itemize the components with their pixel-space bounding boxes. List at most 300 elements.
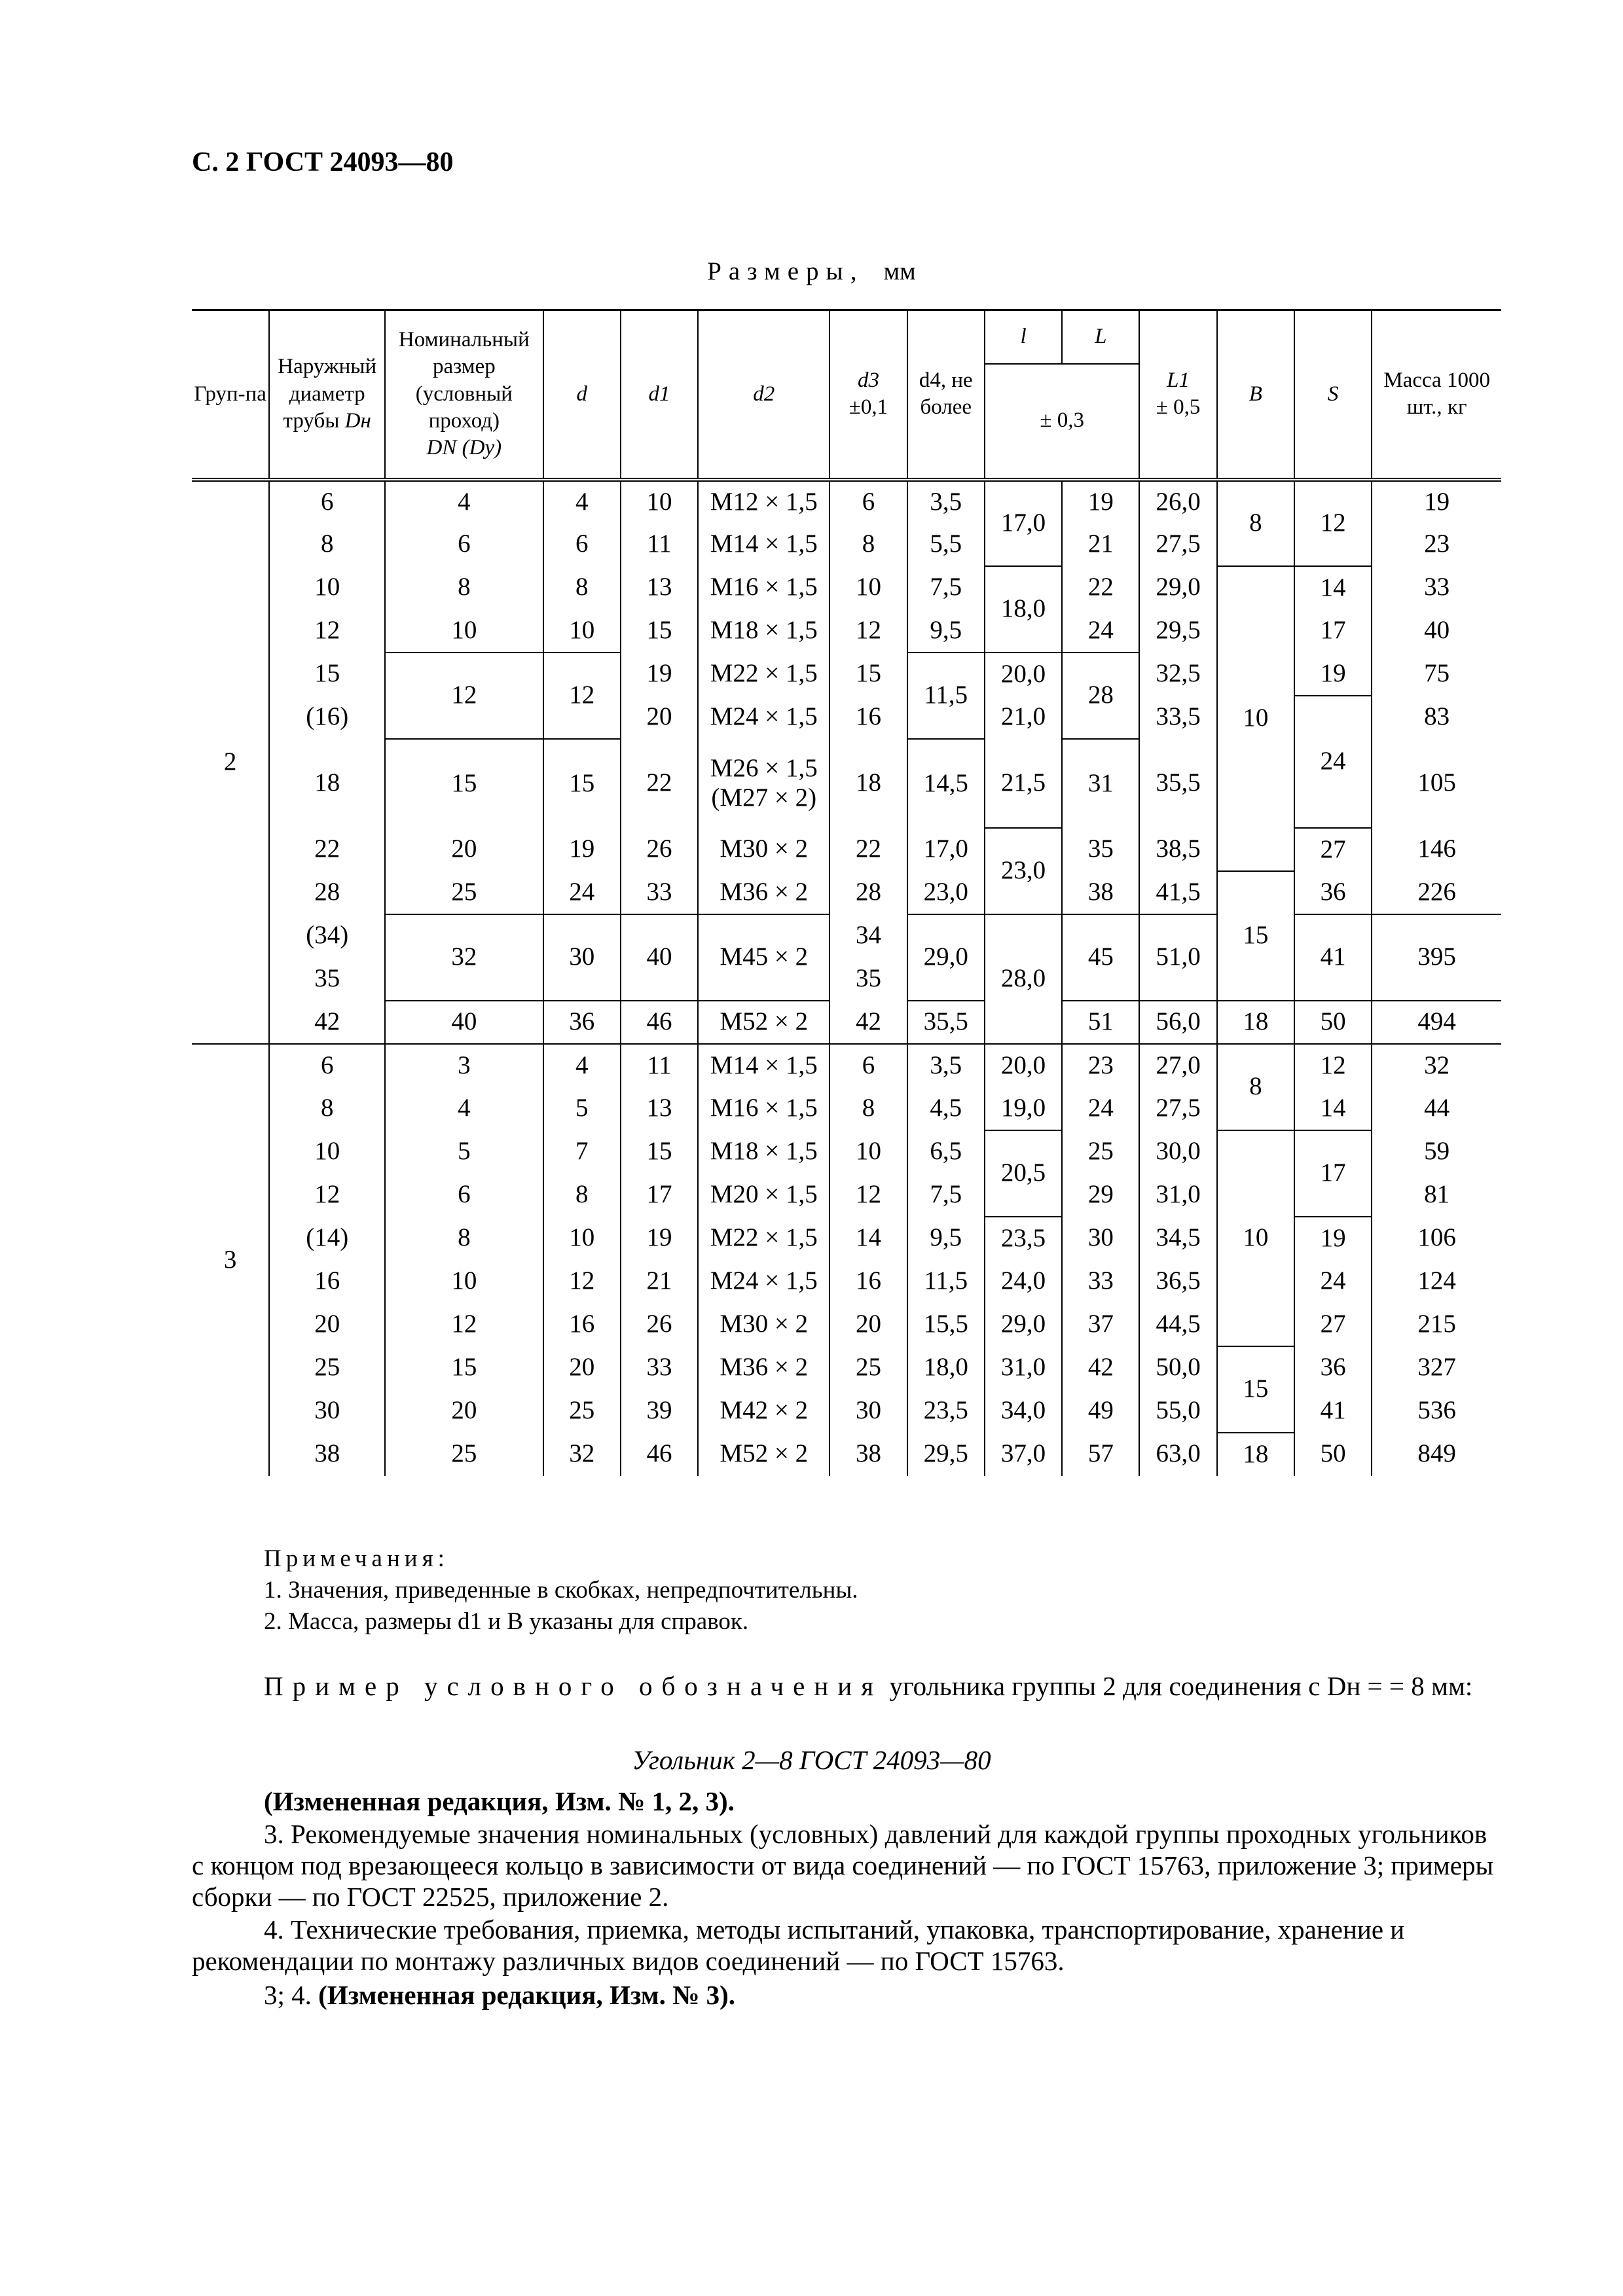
table-row <box>192 871 1501 914</box>
table-row <box>192 1130 1501 1174</box>
cell-d3: 6 <box>830 1044 907 1087</box>
note-item: 2. Масса, размеры d1 и B указаны для справок. <box>264 1608 749 1635</box>
cell-l: 20,0 <box>985 1044 1062 1087</box>
cell-d4: 11,5 <box>907 653 985 739</box>
cell-outer-diameter: 38 <box>269 1433 385 1476</box>
table-row <box>192 566 1501 609</box>
cell-mass: 146 <box>1372 828 1501 871</box>
cell-d1: 46 <box>621 1433 698 1476</box>
cell-d4: 14,5 <box>907 739 985 828</box>
cell-l: 31,0 <box>985 1346 1062 1390</box>
cell-S: 24 <box>1294 696 1372 828</box>
group-cell: 2 <box>192 480 269 1044</box>
cell-L1: 56,0 <box>1139 1001 1216 1044</box>
cell-outer-diameter: 18 <box>269 739 385 828</box>
cell-S: 12 <box>1294 480 1372 566</box>
cell-nominal: 3 <box>385 1044 543 1087</box>
cell-d4: 3,5 <box>907 480 985 523</box>
col-lL-tolerance: ± 0,3 <box>985 364 1140 480</box>
cell-l: 19,0 <box>985 1087 1062 1130</box>
cell-l: 18,0 <box>985 566 1062 653</box>
cell-d: 10 <box>543 1217 621 1260</box>
cell-d3: 20 <box>830 1303 907 1346</box>
col-nominal-size <box>385 310 543 480</box>
cell-d: 20 <box>543 1346 621 1390</box>
page-header: С. 2 ГОСТ 24093—80 <box>192 147 454 177</box>
group-cell: 3 <box>192 1044 269 1476</box>
cell-d3: 8 <box>830 523 907 566</box>
cell-d: 7 <box>543 1130 621 1174</box>
table-row <box>192 1303 1501 1346</box>
cell-d4: 9,5 <box>907 1217 985 1260</box>
cell-d2: M20 × 1,5 <box>698 1174 830 1217</box>
cell-d4: 17,0 <box>907 828 985 871</box>
cell-L1: 55,0 <box>1139 1390 1216 1433</box>
cell-L: 49 <box>1062 1390 1139 1433</box>
cell-d3: 22 <box>830 828 907 871</box>
cell-L1: 27,5 <box>1139 1087 1216 1130</box>
cell-d: 6 <box>543 523 621 566</box>
cell-S: 14 <box>1294 566 1372 609</box>
cell-S: 27 <box>1294 828 1372 871</box>
cell-L1: 33,5 <box>1139 696 1216 739</box>
table-row <box>192 1001 1501 1044</box>
cell-L1: 30,0 <box>1139 1130 1216 1174</box>
cell-d1: 15 <box>621 609 698 653</box>
cell-S: 14 <box>1294 1087 1372 1130</box>
cell-outer-diameter: 6 <box>269 480 385 523</box>
cell-nominal: 20 <box>385 1390 543 1433</box>
cell-d2: M18 × 1,5 <box>698 1130 830 1174</box>
notes-title: Примечания: <box>264 1545 449 1572</box>
cell-d4: 18,0 <box>907 1346 985 1390</box>
cell-outer-diameter: (16) <box>269 696 385 739</box>
col-d2: d2 <box>698 310 830 480</box>
cell-B: 8 <box>1217 480 1294 566</box>
cell-outer-diameter: 28 <box>269 871 385 914</box>
table-row <box>192 828 1501 871</box>
cell-L1: 36,5 <box>1139 1260 1216 1303</box>
cell-d2: M24 × 1,5 <box>698 696 830 739</box>
cell-outer-diameter: 20 <box>269 1303 385 1346</box>
cell-L: 31 <box>1062 739 1139 828</box>
cell-mass: 536 <box>1372 1390 1501 1433</box>
cell-d2: M52 × 2 <box>698 1433 830 1476</box>
cell-L: 24 <box>1062 609 1139 653</box>
cell-d1: 10 <box>621 480 698 523</box>
cell-d1: 33 <box>621 1346 698 1390</box>
cell-nominal: 15 <box>385 739 543 828</box>
col-l: l <box>985 310 1062 364</box>
cell-mass: 40 <box>1372 609 1501 653</box>
cell-d2: M22 × 1,5 <box>698 1217 830 1260</box>
cell-d2: M14 × 1,5 <box>698 1044 830 1087</box>
cell-L: 22 <box>1062 566 1139 609</box>
cell-d1: 20 <box>621 696 698 739</box>
cell-L: 45 <box>1062 914 1139 1001</box>
cell-d: 30 <box>543 914 621 1001</box>
cell-d1: 33 <box>621 871 698 914</box>
col-d3-symbol: d3 <box>857 368 879 392</box>
cell-S: 36 <box>1294 1346 1372 1390</box>
cell-outer-diameter: 25 <box>269 1346 385 1390</box>
cell-mass: 23 <box>1372 523 1501 566</box>
cell-L1: 29,0 <box>1139 566 1216 609</box>
cell-nominal: 10 <box>385 609 543 653</box>
cell-nominal: 25 <box>385 871 543 914</box>
col-outer-diameter-label: Наружный диаметр трубы <box>278 355 377 433</box>
cell-mass: 33 <box>1372 566 1501 609</box>
cell-outer-diameter: 8 <box>269 523 385 566</box>
cell-l: 29,0 <box>985 1303 1062 1346</box>
cell-L: 21 <box>1062 523 1139 566</box>
cell-nominal: 32 <box>385 914 543 1001</box>
cell-L: 38 <box>1062 871 1139 914</box>
cell-L: 35 <box>1062 828 1139 871</box>
cell-L: 30 <box>1062 1217 1139 1260</box>
cell-mass: 849 <box>1372 1433 1501 1476</box>
cell-d3: 8 <box>830 1087 907 1130</box>
cell-d3: 14 <box>830 1217 907 1260</box>
cell-d2: M14 × 1,5 <box>698 523 830 566</box>
cell-d4: 7,5 <box>907 1174 985 1217</box>
cell-l: 34,0 <box>985 1390 1062 1433</box>
cell-d2: M16 × 1,5 <box>698 566 830 609</box>
cell-d4: 23,0 <box>907 871 985 914</box>
cell-outer-diameter: 10 <box>269 1130 385 1174</box>
cell-outer-diameter: 30 <box>269 1390 385 1433</box>
col-d4: d4, не более <box>907 310 985 480</box>
cell-B: 15 <box>1217 871 1294 1001</box>
cell-S: 17 <box>1294 609 1372 653</box>
cell-d3: 42 <box>830 1001 907 1044</box>
cell-d1: 46 <box>621 1001 698 1044</box>
cell-mass: 32 <box>1372 1044 1501 1087</box>
cell-d4: 3,5 <box>907 1044 985 1087</box>
cell-d2: M30 × 2 <box>698 1303 830 1346</box>
cell-mass: 106 <box>1372 1217 1501 1260</box>
amendment-note: (Измененная редакция, Изм. № 1, 2, 3). <box>264 1786 735 1816</box>
cell-nominal: 20 <box>385 828 543 871</box>
col-nominal-symbol: DN (Dy) <box>426 436 502 460</box>
cell-S: 41 <box>1294 1390 1372 1433</box>
cell-nominal: 5 <box>385 1130 543 1174</box>
cell-d: 32 <box>543 1433 621 1476</box>
cell-d1: 13 <box>621 566 698 609</box>
cell-d: 8 <box>543 1174 621 1217</box>
cell-B: 10 <box>1217 1130 1294 1346</box>
cell-nominal: 8 <box>385 566 543 609</box>
cell-d: 24 <box>543 871 621 914</box>
cell-d1: 40 <box>621 914 698 1001</box>
cell-B: 18 <box>1217 1001 1294 1044</box>
col-d3-tolerance: ±0,1 <box>848 395 888 420</box>
cell-mass: 59 <box>1372 1130 1501 1174</box>
table-row <box>192 1260 1501 1303</box>
cell-L1: 44,5 <box>1139 1303 1216 1346</box>
cell-nominal: 6 <box>385 1174 543 1217</box>
cell-L1: 32,5 <box>1139 653 1216 696</box>
cell-d2: M30 × 2 <box>698 828 830 871</box>
table-caption <box>0 257 1623 286</box>
col-d3 <box>830 310 907 480</box>
cell-outer-diameter: 12 <box>269 1174 385 1217</box>
cell-L1: 27,0 <box>1139 1044 1216 1087</box>
dimensions-table <box>192 309 1501 1476</box>
cell-l: 17,0 <box>985 480 1062 566</box>
cell-d3: 12 <box>830 1174 907 1217</box>
cell-L: 42 <box>1062 1346 1139 1390</box>
example-paragraph <box>192 1670 1497 1702</box>
cell-d: 16 <box>543 1303 621 1346</box>
col-L1-symbol: L1 <box>1167 368 1190 392</box>
cell-d: 4 <box>543 480 621 523</box>
col-d: d <box>543 310 621 480</box>
cell-mass: 215 <box>1372 1303 1501 1346</box>
cell-L: 37 <box>1062 1303 1139 1346</box>
example-lead: Пример условного обозначения <box>264 1671 883 1701</box>
cell-d3: 35 <box>830 958 907 1001</box>
cell-d3: 38 <box>830 1433 907 1476</box>
cell-outer-diameter: 42 <box>269 1001 385 1044</box>
cell-S: 12 <box>1294 1044 1372 1087</box>
cell-L1: 41,5 <box>1139 871 1216 914</box>
cell-L1: 63,0 <box>1139 1433 1216 1476</box>
cell-d4: 35,5 <box>907 1001 985 1044</box>
cell-d1: 11 <box>621 523 698 566</box>
cell-nominal: 12 <box>385 1303 543 1346</box>
cell-d3: 28 <box>830 871 907 914</box>
cell-S: 17 <box>1294 1130 1372 1217</box>
cell-L1: 27,5 <box>1139 523 1216 566</box>
table-row <box>192 1433 1501 1476</box>
paragraph-4: 4. Технические требования, приемка, методы испытаний, упаковка, транспортирование, хранение и рекомендации по монтажу различных видов соединений — по ГОСТ 15763. <box>192 1914 1405 1976</box>
example-text: угольника группы 2 для соединения с Dн = = 8 мм: <box>883 1671 1473 1701</box>
cell-L1: 29,5 <box>1139 609 1216 653</box>
cell-S: 36 <box>1294 871 1372 914</box>
cell-d1: 21 <box>621 1260 698 1303</box>
cell-d4: 5,5 <box>907 523 985 566</box>
cell-L: 29 <box>1062 1174 1139 1217</box>
cell-B: 8 <box>1217 1044 1294 1130</box>
col-nominal-label: Номинальный размер (условный проход) <box>398 328 530 433</box>
paragraph-amendment-prefix: 3; 4. <box>264 1980 319 2010</box>
cell-L1: 51,0 <box>1139 914 1216 1001</box>
cell-nominal: 10 <box>385 1260 543 1303</box>
notes <box>264 1543 858 1638</box>
cell-l: 28,0 <box>985 914 1062 1044</box>
col-L1-tolerance: ± 0,5 <box>1156 395 1201 420</box>
cell-B: 18 <box>1217 1433 1294 1476</box>
cell-d1: 19 <box>621 653 698 696</box>
paragraph-3: 3. Рекомендуемые значения номинальных (условных) давлений для каждой группы проходных угольников с концом под врезающееся кольцо в зависимости от вида соединений — по ГОСТ 15763, приложение 3; примеры сборки — по ГОСТ 22525, приложение 2. <box>192 1819 1494 1912</box>
cell-d: 25 <box>543 1390 621 1433</box>
cell-S: 19 <box>1294 653 1372 696</box>
cell-d1: 26 <box>621 828 698 871</box>
cell-d2: M22 × 1,5 <box>698 653 830 696</box>
cell-outer-diameter: 12 <box>269 609 385 653</box>
example-designation: Угольник 2—8 ГОСТ 24093—80 <box>632 1745 991 1775</box>
cell-d2: M18 × 1,5 <box>698 609 830 653</box>
cell-d2: M36 × 2 <box>698 871 830 914</box>
cell-d: 10 <box>543 609 621 653</box>
cell-d3: 10 <box>830 566 907 609</box>
cell-outer-diameter: 35 <box>269 958 385 1001</box>
cell-l: 20,0 <box>985 653 1062 696</box>
cell-d1: 17 <box>621 1174 698 1217</box>
cell-d1: 39 <box>621 1390 698 1433</box>
cell-S: 24 <box>1294 1260 1372 1303</box>
cell-d3: 6 <box>830 480 907 523</box>
cell-d3: 30 <box>830 1390 907 1433</box>
cell-L: 57 <box>1062 1433 1139 1476</box>
cell-L1: 35,5 <box>1139 739 1216 828</box>
table-row <box>192 1390 1501 1433</box>
cell-l: 21,0 <box>985 696 1062 739</box>
cell-L: 23 <box>1062 1044 1139 1087</box>
cell-d1: 26 <box>621 1303 698 1346</box>
col-S: S <box>1294 310 1372 480</box>
cell-mass: 226 <box>1372 871 1501 914</box>
cell-d: 19 <box>543 828 621 871</box>
cell-d4: 15,5 <box>907 1303 985 1346</box>
cell-d2: M45 × 2 <box>698 914 830 1001</box>
cell-l: 20,5 <box>985 1130 1062 1217</box>
cell-B: 10 <box>1217 566 1294 871</box>
cell-L1: 50,0 <box>1139 1346 1216 1390</box>
cell-d4: 6,5 <box>907 1130 985 1174</box>
cell-mass: 81 <box>1372 1174 1501 1217</box>
cell-outer-diameter: 8 <box>269 1087 385 1130</box>
table-row <box>192 653 1501 696</box>
cell-S: 41 <box>1294 914 1372 1001</box>
cell-L1: 31,0 <box>1139 1174 1216 1217</box>
cell-L1: 38,5 <box>1139 828 1216 871</box>
cell-d2: M24 × 1,5 <box>698 1260 830 1303</box>
cell-B: 15 <box>1217 1346 1294 1433</box>
cell-d1: 11 <box>621 1044 698 1087</box>
cell-d1: 19 <box>621 1217 698 1260</box>
cell-d2-alt: (M27 × 2) <box>711 783 817 812</box>
cell-mass: 75 <box>1372 653 1501 696</box>
cell-d2: M12 × 1,5 <box>698 480 830 523</box>
table-row <box>192 1217 1501 1260</box>
table-row <box>192 609 1501 653</box>
cell-d4: 4,5 <box>907 1087 985 1130</box>
cell-l: 21,5 <box>985 739 1062 828</box>
table-row <box>192 1087 1501 1130</box>
cell-d: 4 <box>543 1044 621 1087</box>
col-group: Груп-па <box>192 310 269 480</box>
cell-mass: 19 <box>1372 480 1501 523</box>
cell-d: 8 <box>543 566 621 609</box>
col-mass: Масса 1000 шт., кг <box>1372 310 1501 480</box>
paragraph-amendment-bold: (Измененная редакция, Изм. № 3). <box>318 1980 736 2010</box>
cell-d: 12 <box>543 653 621 739</box>
cell-outer-diameter: 6 <box>269 1044 385 1087</box>
cell-mass: 105 <box>1372 739 1501 828</box>
cell-d2: M16 × 1,5 <box>698 1087 830 1130</box>
cell-nominal: 6 <box>385 523 543 566</box>
table-caption-label: Размеры, <box>707 257 864 285</box>
cell-d2 <box>698 739 830 828</box>
col-outer-diameter-symbol: Dн <box>344 408 371 433</box>
cell-d1: 15 <box>621 1130 698 1174</box>
col-L: L <box>1062 310 1139 364</box>
cell-S: 19 <box>1294 1217 1372 1260</box>
cell-d3: 25 <box>830 1346 907 1390</box>
cell-L: 51 <box>1062 1001 1139 1044</box>
cell-L: 25 <box>1062 1130 1139 1174</box>
cell-nominal: 40 <box>385 1001 543 1044</box>
cell-l: 37,0 <box>985 1433 1062 1476</box>
cell-d2-main: M26 × 1,5 <box>710 753 818 782</box>
cell-L: 19 <box>1062 480 1139 523</box>
cell-outer-diameter: (34) <box>269 914 385 958</box>
table-row <box>192 1044 1501 1087</box>
table-row <box>192 1346 1501 1390</box>
cell-d1: 22 <box>621 739 698 828</box>
cell-nominal: 4 <box>385 1087 543 1130</box>
col-B: B <box>1217 310 1294 480</box>
cell-d3: 16 <box>830 1260 907 1303</box>
table-row <box>192 914 1501 958</box>
col-L1 <box>1139 310 1216 480</box>
cell-mass: 83 <box>1372 696 1501 739</box>
cell-outer-diameter: 15 <box>269 653 385 696</box>
cell-L: 24 <box>1062 1087 1139 1130</box>
cell-outer-diameter: 10 <box>269 566 385 609</box>
note-item: 1. Значения, приведенные в скобках, непредпочтительны. <box>264 1577 858 1604</box>
cell-S: 50 <box>1294 1001 1372 1044</box>
col-d1: d1 <box>621 310 698 480</box>
cell-d4: 29,0 <box>907 914 985 1001</box>
cell-d1: 13 <box>621 1087 698 1130</box>
cell-nominal: 8 <box>385 1217 543 1260</box>
cell-outer-diameter: (14) <box>269 1217 385 1260</box>
cell-d3: 34 <box>830 914 907 958</box>
table-row <box>192 480 1501 523</box>
cell-d: 36 <box>543 1001 621 1044</box>
cell-d4: 23,5 <box>907 1390 985 1433</box>
table-header <box>192 310 1501 480</box>
col-outer-diameter <box>269 310 385 480</box>
cell-l: 23,0 <box>985 828 1062 914</box>
cell-nominal: 25 <box>385 1433 543 1476</box>
cell-d2: M52 × 2 <box>698 1001 830 1044</box>
cell-d2: M42 × 2 <box>698 1390 830 1433</box>
cell-d: 15 <box>543 739 621 828</box>
cell-d3: 10 <box>830 1130 907 1174</box>
cell-d4: 9,5 <box>907 609 985 653</box>
cell-d3: 12 <box>830 609 907 653</box>
cell-l: 23,5 <box>985 1217 1062 1260</box>
cell-mass: 124 <box>1372 1260 1501 1303</box>
cell-nominal: 4 <box>385 480 543 523</box>
table-caption-unit: мм <box>883 257 916 285</box>
cell-d3: 18 <box>830 739 907 828</box>
cell-S: 50 <box>1294 1433 1372 1476</box>
cell-d4: 7,5 <box>907 566 985 609</box>
cell-d: 12 <box>543 1260 621 1303</box>
cell-nominal: 12 <box>385 653 543 739</box>
cell-mass: 327 <box>1372 1346 1501 1390</box>
cell-mass: 395 <box>1372 914 1501 1001</box>
cell-L: 33 <box>1062 1260 1139 1303</box>
cell-mass: 44 <box>1372 1087 1501 1130</box>
cell-d2: M36 × 2 <box>698 1346 830 1390</box>
cell-l: 24,0 <box>985 1260 1062 1303</box>
